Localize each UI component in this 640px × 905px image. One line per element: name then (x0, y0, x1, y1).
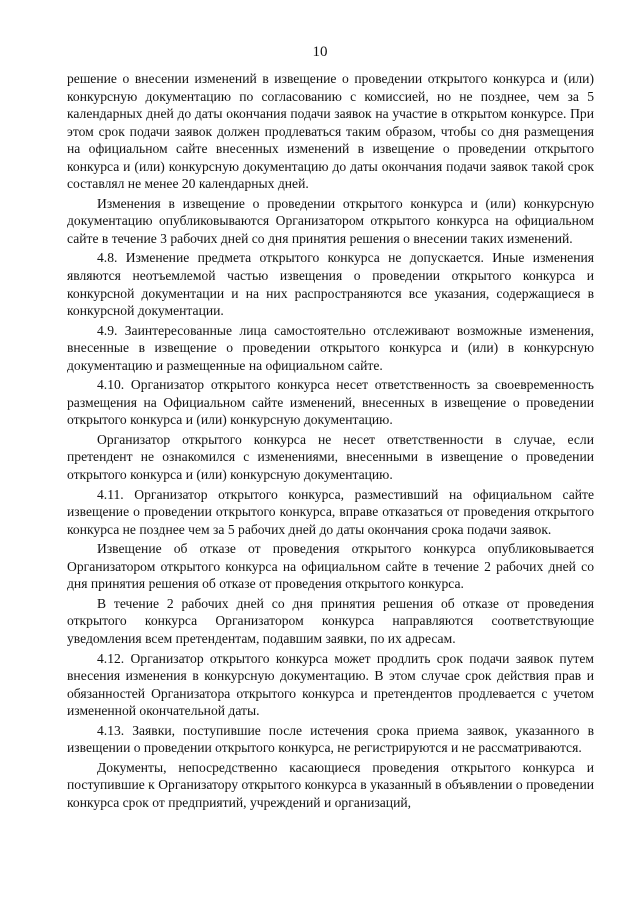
page-number: 10 (312, 44, 328, 60)
paragraph: Изменения в извещение о проведении открытого конкурса и (или) конкурсную документацию опубликовываются Организатором открытого конкурса на официальном сайте в течение 3 рабочих дней со дня принятия решения о внесении таких изменений. (67, 195, 594, 246)
paragraph: Извещение об отказе от проведения открытого конкурса опубликовывается Организатором открытого конкурса на официальном сайте в течение 2 рабочих дней со дня принятия решения об отказе от проведения открытого конкурса. (67, 541, 594, 592)
paragraph-4-12: 4.12. Организатор открытого конкурса может продлить срок подачи заявок путем внесения изменения в конкурсную документацию. В этом случае срок действия прав и обязанностей Организатора открытого конкурса и претендентов продлевается с учетом измененной окончательной даты. (67, 650, 594, 719)
paragraph: В течение 2 рабочих дней со дня принятия решения об отказе от проведения открытого конкурса Организатором конкурса направляются соответствующие уведомления всем претендентам, подавшим заявки, по их адресам. (67, 595, 594, 646)
paragraph-continuation: решение о внесении изменений в извещение о проведении открытого конкурса и (или) конкурсную документацию по согласованию с комиссией, но не позднее, чем за 5 календарных дней до даты окончания подачи заявок на участие в открытом конкурсе. При этом срок подачи заявок должен продлеваться таким образом, чтобы со дня размещения на официальном сайте внесенных изменений в извещение о проведении открытого конкурса и (или) конкурсную документацию до даты окончания подачи заявок такой срок составлял не менее 20 календарных дней. (67, 71, 594, 192)
paragraph-4-9: 4.9. Заинтересованные лица самостоятельно отслеживают возможные изменения, внесенные в извещение о проведении открытого конкурса и (или) в конкурсную документацию и размещенные на официальном сайте. (67, 322, 594, 373)
paragraph-4-11: 4.11. Организатор открытого конкурса, разместивший на официальном сайте извещение о проведении открытого конкурса, вправе отказаться от проведения открытого конкурса не позднее чем за 5 рабочих дней до даты окончания срока подачи заявок. (67, 486, 594, 537)
paragraph-4-10: 4.10. Организатор открытого конкурса несет ответственность за своевременность размещения на Официальном сайте изменений, внесенных в извещение о проведении открытого конкурса и (или) конкурсную документацию. (67, 377, 594, 428)
paragraph: Документы, непосредственно касающиеся проведения открытого конкурса и поступившие к Организатору открытого конкурса в указанный в объявлении о проведении конкурса срок от предприятий, учреждений и организаций, (67, 759, 594, 810)
paragraph-4-13: 4.13. Заявки, поступившие после истечения срока приема заявок, указанного в извещении о проведении открытого конкурса, не регистрируются и не рассматриваются. (67, 722, 594, 756)
paragraph-4-8: 4.8. Изменение предмета открытого конкурса не допускается. Иные изменения являются неотъемлемой частью извещения о проведении открытого конкурса и конкурсной документации и на них распространяются все указания, содержащиеся в конкурсной документации. (67, 250, 594, 319)
body-text (67, 70, 594, 813)
paragraph: Организатор открытого конкурса не несет ответственности в случае, если претендент не ознакомился с изменениями, внесенными в извещение о проведении открытого конкурса и (или) конкурсную документацию. (67, 431, 594, 483)
